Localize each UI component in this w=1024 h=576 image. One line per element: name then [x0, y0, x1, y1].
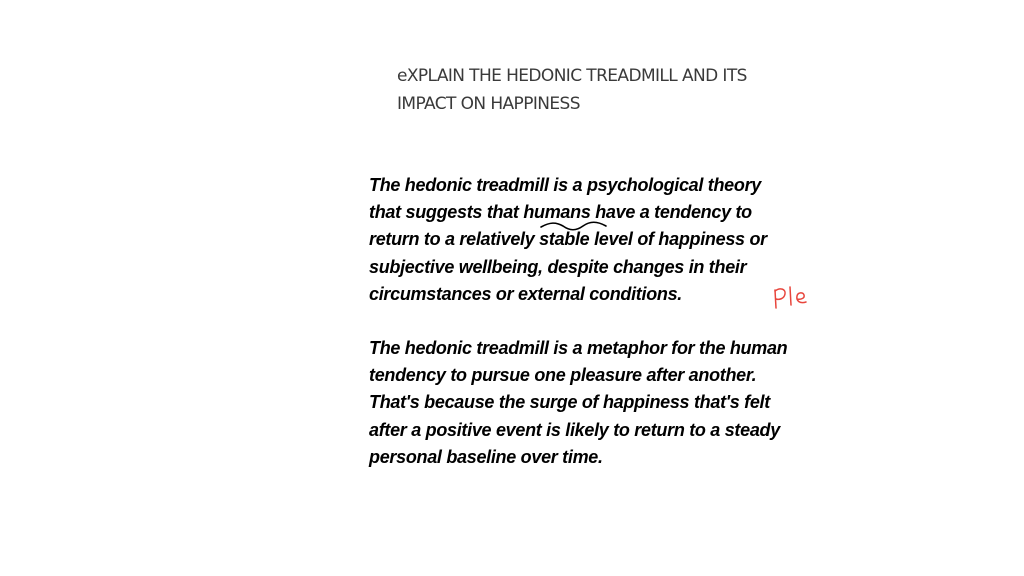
paragraph-1-line-5: circumstances or external conditions.: [369, 283, 683, 304]
paragraph-2-line-3: That's because the surge of happiness that's felt: [369, 392, 770, 413]
paragraph-1-line-4: subjective wellbeing, despite changes in their: [369, 256, 747, 277]
title-line-1: eXPLAIN THE HEDONIC TREADMILL AND ITS: [397, 66, 747, 86]
handwritten-note-ple: [775, 287, 806, 308]
answer-paragraph-2: [369, 335, 787, 471]
paragraph-2-line-5: personal baseline over time.: [369, 446, 603, 467]
paragraph-1-line-2: that suggests that humans have a tendency to: [369, 202, 752, 223]
title-line-2: IMPACT ON HAPPINESS: [397, 94, 580, 114]
paragraph-2-line-1: The hedonic treadmill is a metaphor for the human: [369, 338, 788, 358]
paragraph-2-line-4: after a positive event is likely to return to a steady: [369, 419, 780, 440]
paragraph-1-line-1: The hedonic treadmill is a psychological theory: [369, 175, 761, 195]
answer-paragraph-1: [369, 172, 767, 308]
paragraph-2-line-2: tendency to pursue one pleasure after another.: [369, 365, 757, 386]
paragraph-1-line-3: return to a relatively stable level of happiness or: [369, 229, 767, 250]
question-title: [397, 62, 837, 118]
